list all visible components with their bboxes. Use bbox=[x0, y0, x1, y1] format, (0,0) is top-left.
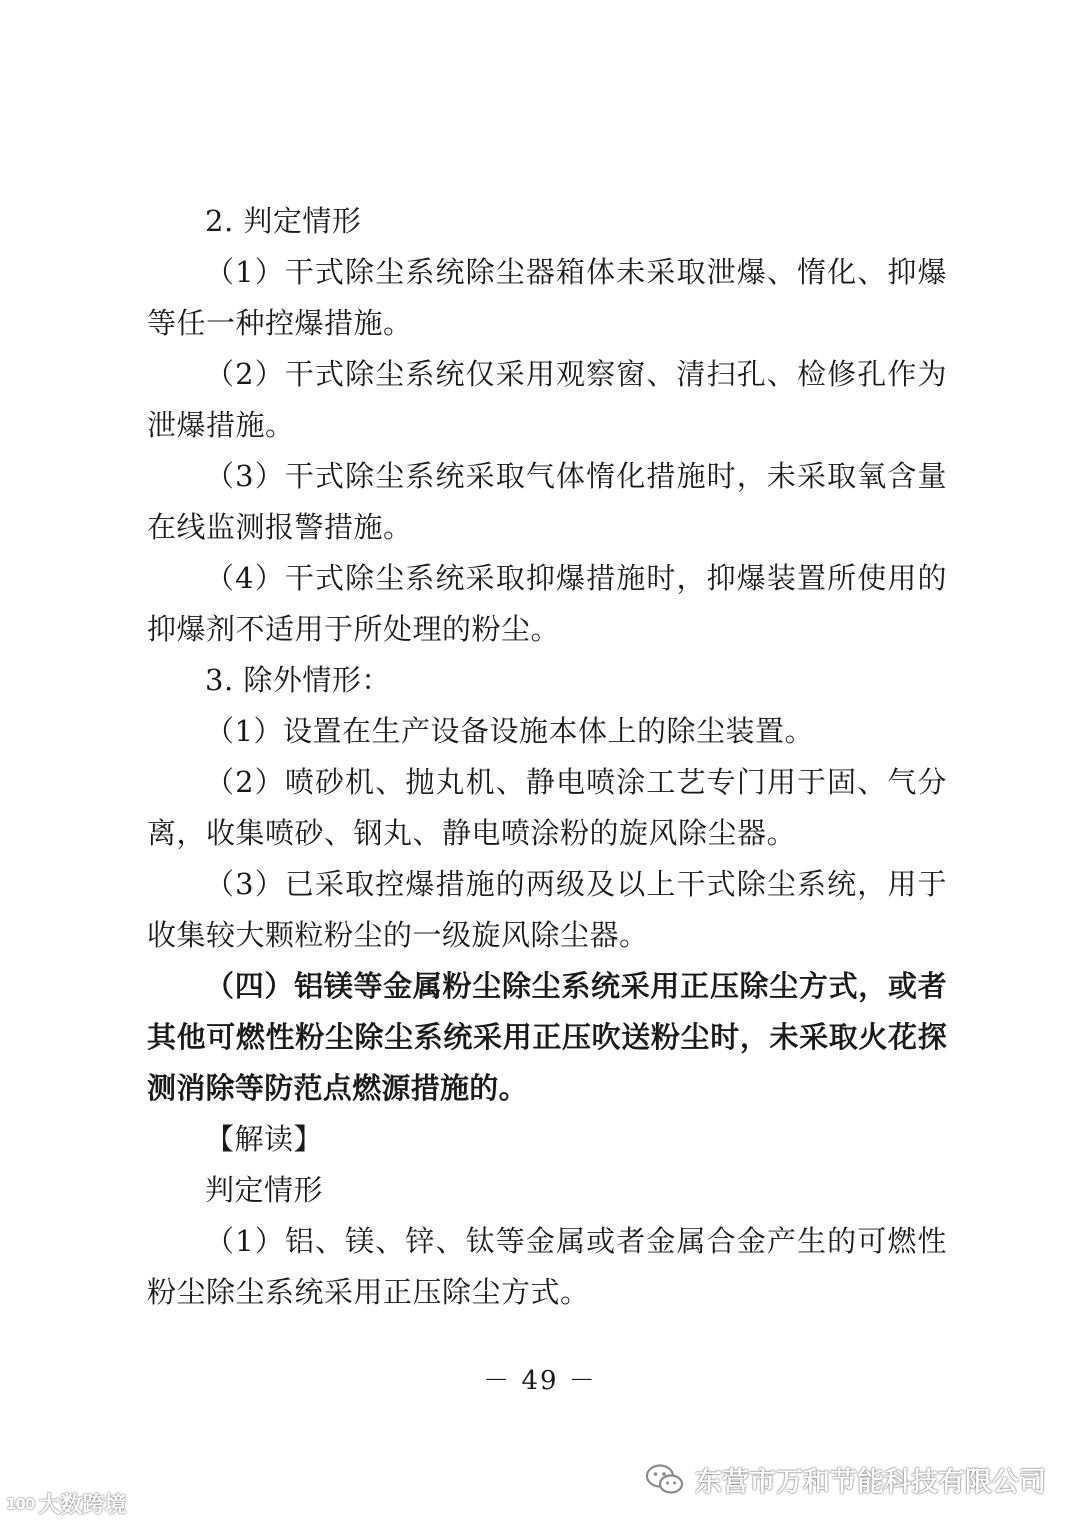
page-number: － 49 － bbox=[483, 1366, 597, 1396]
paragraph-item-1: （1）干式除尘系统除尘器箱体未采取泄爆、惰化、抑爆等任一种控爆措施。 bbox=[147, 255, 947, 340]
heading-exceptions: 3. 除外情形： bbox=[205, 663, 391, 697]
section-four-heading: （四）铝镁等金属粉尘除尘系统采用正压除尘方式，或者其他可燃性粉尘除尘系统采用正压吹送粉尘时，未采取火花探测消除等防范点燃源措施的。 bbox=[147, 969, 947, 1105]
watermark-right bbox=[645, 1460, 1046, 1499]
wechat-icon bbox=[645, 1463, 685, 1497]
watermark-left-text: 大数跨境 bbox=[38, 1493, 127, 1518]
paragraph-item-2: （2）干式除尘系统仅采用观察窗、清扫孔、检修孔作为泄爆措施。 bbox=[147, 357, 947, 442]
heading-judgment-2: 判定情形 bbox=[205, 1173, 324, 1207]
document-body bbox=[147, 196, 947, 1318]
exception-item-2: （2）喷砂机、抛丸机、静电喷涂工艺专门用于固、气分离，收集喷砂、钢丸、静电喷涂粉的旋风除尘器。 bbox=[147, 765, 947, 850]
interpretation-label: 【解读】 bbox=[205, 1122, 324, 1156]
watermark-logo: 100 bbox=[6, 1494, 35, 1513]
exception-item-1: （1）设置在生产设备设施本体上的除尘装置。 bbox=[205, 714, 814, 748]
watermark-left bbox=[6, 1488, 126, 1519]
watermark-right-text: 东营市万和节能科技有限公司 bbox=[695, 1467, 1046, 1498]
paragraph-item-3: （3）干式除尘系统采取气体惰化措施时，未采取氧含量在线监测报警措施。 bbox=[147, 459, 947, 544]
exception-item-3: （3）已采取控爆措施的两级及以上干式除尘系统，用于收集较大颗粒粉尘的一级旋风除尘器。 bbox=[147, 867, 947, 952]
paragraph-item-4: （4）干式除尘系统采取抑爆措施时，抑爆装置所使用的抑爆剂不适用于所处理的粉尘。 bbox=[147, 561, 947, 646]
judgment-item-1: （1）铝、镁、锌、钛等金属或者金属合金产生的可燃性粉尘除尘系统采用正压除尘方式。 bbox=[147, 1224, 947, 1309]
heading-judgment: 2. 判定情形 bbox=[205, 204, 362, 238]
